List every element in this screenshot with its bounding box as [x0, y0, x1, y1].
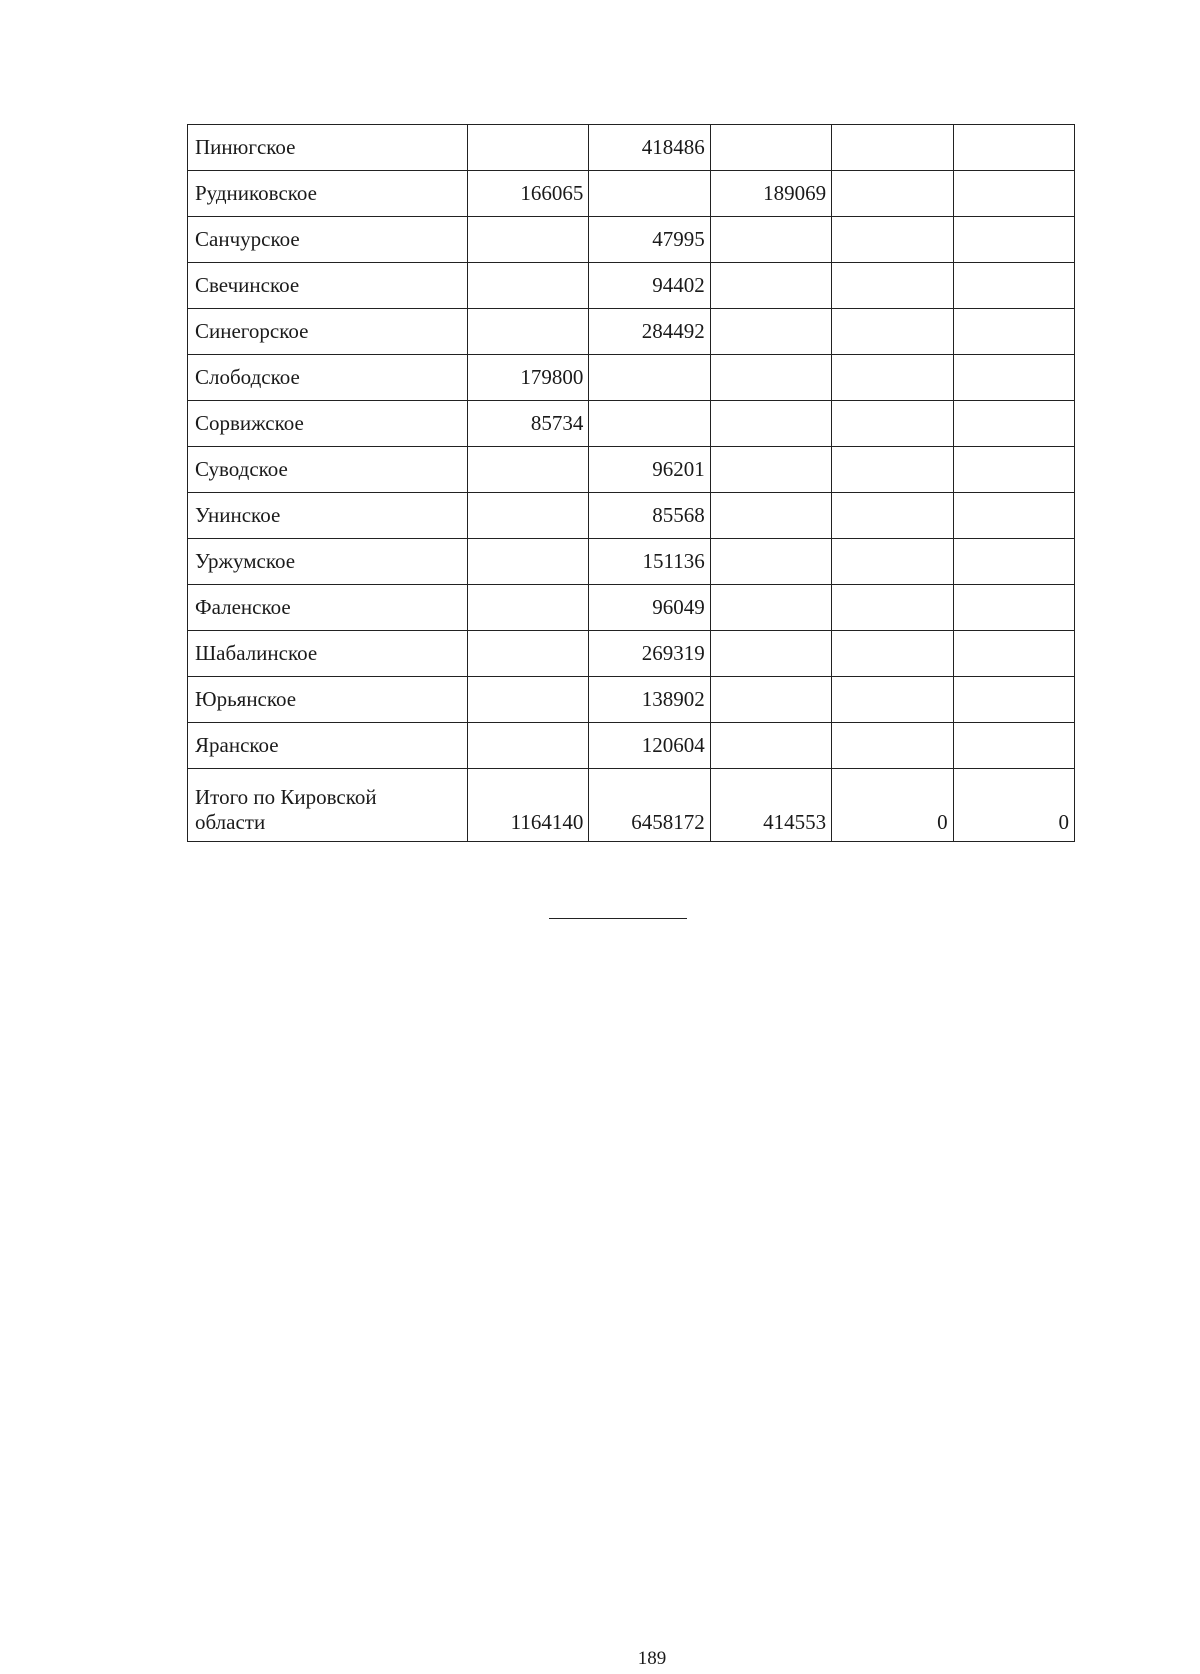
table-cell — [589, 401, 710, 447]
table-row — [188, 309, 1075, 355]
table-cell: 284492 — [589, 309, 710, 355]
table-cell — [468, 677, 589, 723]
table-cell — [710, 355, 831, 401]
table-cell — [953, 493, 1074, 539]
municipality-name: Рудниковское — [188, 171, 468, 217]
table-cell — [832, 585, 953, 631]
table-cell: 418486 — [589, 125, 710, 171]
table-row — [188, 631, 1075, 677]
table-cell — [468, 493, 589, 539]
municipality-name: Сорвижское — [188, 401, 468, 447]
total-label-line1: Итого по Кировской — [195, 785, 377, 809]
table-cell — [710, 401, 831, 447]
municipality-name: Пинюгское — [188, 125, 468, 171]
municipality-name: Слободское — [188, 355, 468, 401]
table-cell — [832, 309, 953, 355]
table-cell: 269319 — [589, 631, 710, 677]
table-cell — [710, 585, 831, 631]
table-cell — [468, 447, 589, 493]
total-label — [188, 769, 468, 842]
table-cell — [710, 309, 831, 355]
table-cell: 96049 — [589, 585, 710, 631]
table-cell — [468, 539, 589, 585]
table-row — [188, 493, 1075, 539]
table-cell — [710, 217, 831, 263]
table-body — [188, 125, 1075, 842]
table-cell: 189069 — [710, 171, 831, 217]
table-cell — [468, 723, 589, 769]
table-cell: 85734 — [468, 401, 589, 447]
table-cell: 166065 — [468, 171, 589, 217]
table-cell — [832, 677, 953, 723]
table-cell: 47995 — [589, 217, 710, 263]
table-cell — [589, 171, 710, 217]
municipality-name: Синегорское — [188, 309, 468, 355]
table-cell — [832, 125, 953, 171]
table-cell — [953, 539, 1074, 585]
table-row-total — [188, 769, 1075, 842]
table-cell — [953, 585, 1074, 631]
total-cell: 0 — [832, 769, 953, 842]
table-cell — [832, 723, 953, 769]
table-cell — [832, 217, 953, 263]
table-cell — [710, 539, 831, 585]
table-cell — [953, 309, 1074, 355]
table-cell — [832, 493, 953, 539]
table-cell — [953, 631, 1074, 677]
table-cell: 120604 — [589, 723, 710, 769]
table-cell — [710, 263, 831, 309]
table-cell: 179800 — [468, 355, 589, 401]
table-cell — [832, 631, 953, 677]
table-cell — [953, 125, 1074, 171]
table-cell — [832, 401, 953, 447]
table-row — [188, 171, 1075, 217]
table-cell — [710, 631, 831, 677]
table-cell — [468, 585, 589, 631]
table-cell — [710, 677, 831, 723]
table-row — [188, 447, 1075, 493]
separator-line — [549, 918, 687, 919]
table-row — [188, 125, 1075, 171]
total-label-line2: области — [195, 810, 266, 834]
table-cell — [468, 263, 589, 309]
data-table — [187, 124, 1075, 842]
municipality-name: Санчурское — [188, 217, 468, 263]
table-cell — [953, 355, 1074, 401]
municipality-name: Яранское — [188, 723, 468, 769]
table-row — [188, 217, 1075, 263]
table-cell — [953, 217, 1074, 263]
table-row — [188, 677, 1075, 723]
table-cell — [953, 401, 1074, 447]
municipality-name: Суводское — [188, 447, 468, 493]
table-cell — [832, 539, 953, 585]
table-cell: 94402 — [589, 263, 710, 309]
municipality-name: Свечинское — [188, 263, 468, 309]
table-cell: 96201 — [589, 447, 710, 493]
table-cell — [832, 355, 953, 401]
table-cell: 85568 — [589, 493, 710, 539]
table-cell — [468, 309, 589, 355]
total-cell: 6458172 — [589, 769, 710, 842]
table-cell — [832, 447, 953, 493]
table-cell: 138902 — [589, 677, 710, 723]
table-cell — [953, 723, 1074, 769]
table-cell — [953, 447, 1074, 493]
page-number: 189 — [637, 1648, 667, 1669]
municipality-name: Юрьянское — [188, 677, 468, 723]
table-cell — [468, 125, 589, 171]
table-cell — [953, 677, 1074, 723]
table-cell — [832, 263, 953, 309]
table-cell — [710, 723, 831, 769]
total-cell: 414553 — [710, 769, 831, 842]
table-row — [188, 539, 1075, 585]
table-cell — [468, 631, 589, 677]
table-row — [188, 401, 1075, 447]
table-cell: 151136 — [589, 539, 710, 585]
municipality-name: Унинское — [188, 493, 468, 539]
municipality-name: Шабалинское — [188, 631, 468, 677]
municipality-name: Уржумское — [188, 539, 468, 585]
table-cell — [710, 447, 831, 493]
table-row — [188, 355, 1075, 401]
table-cell — [953, 171, 1074, 217]
table-cell — [589, 355, 710, 401]
table-cell — [710, 493, 831, 539]
table-row — [188, 585, 1075, 631]
table-cell — [710, 125, 831, 171]
table-cell — [953, 263, 1074, 309]
municipality-name: Фаленское — [188, 585, 468, 631]
table-row — [188, 263, 1075, 309]
table-cell — [832, 171, 953, 217]
total-cell: 1164140 — [468, 769, 589, 842]
table-row — [188, 723, 1075, 769]
table-cell — [468, 217, 589, 263]
total-cell: 0 — [953, 769, 1074, 842]
